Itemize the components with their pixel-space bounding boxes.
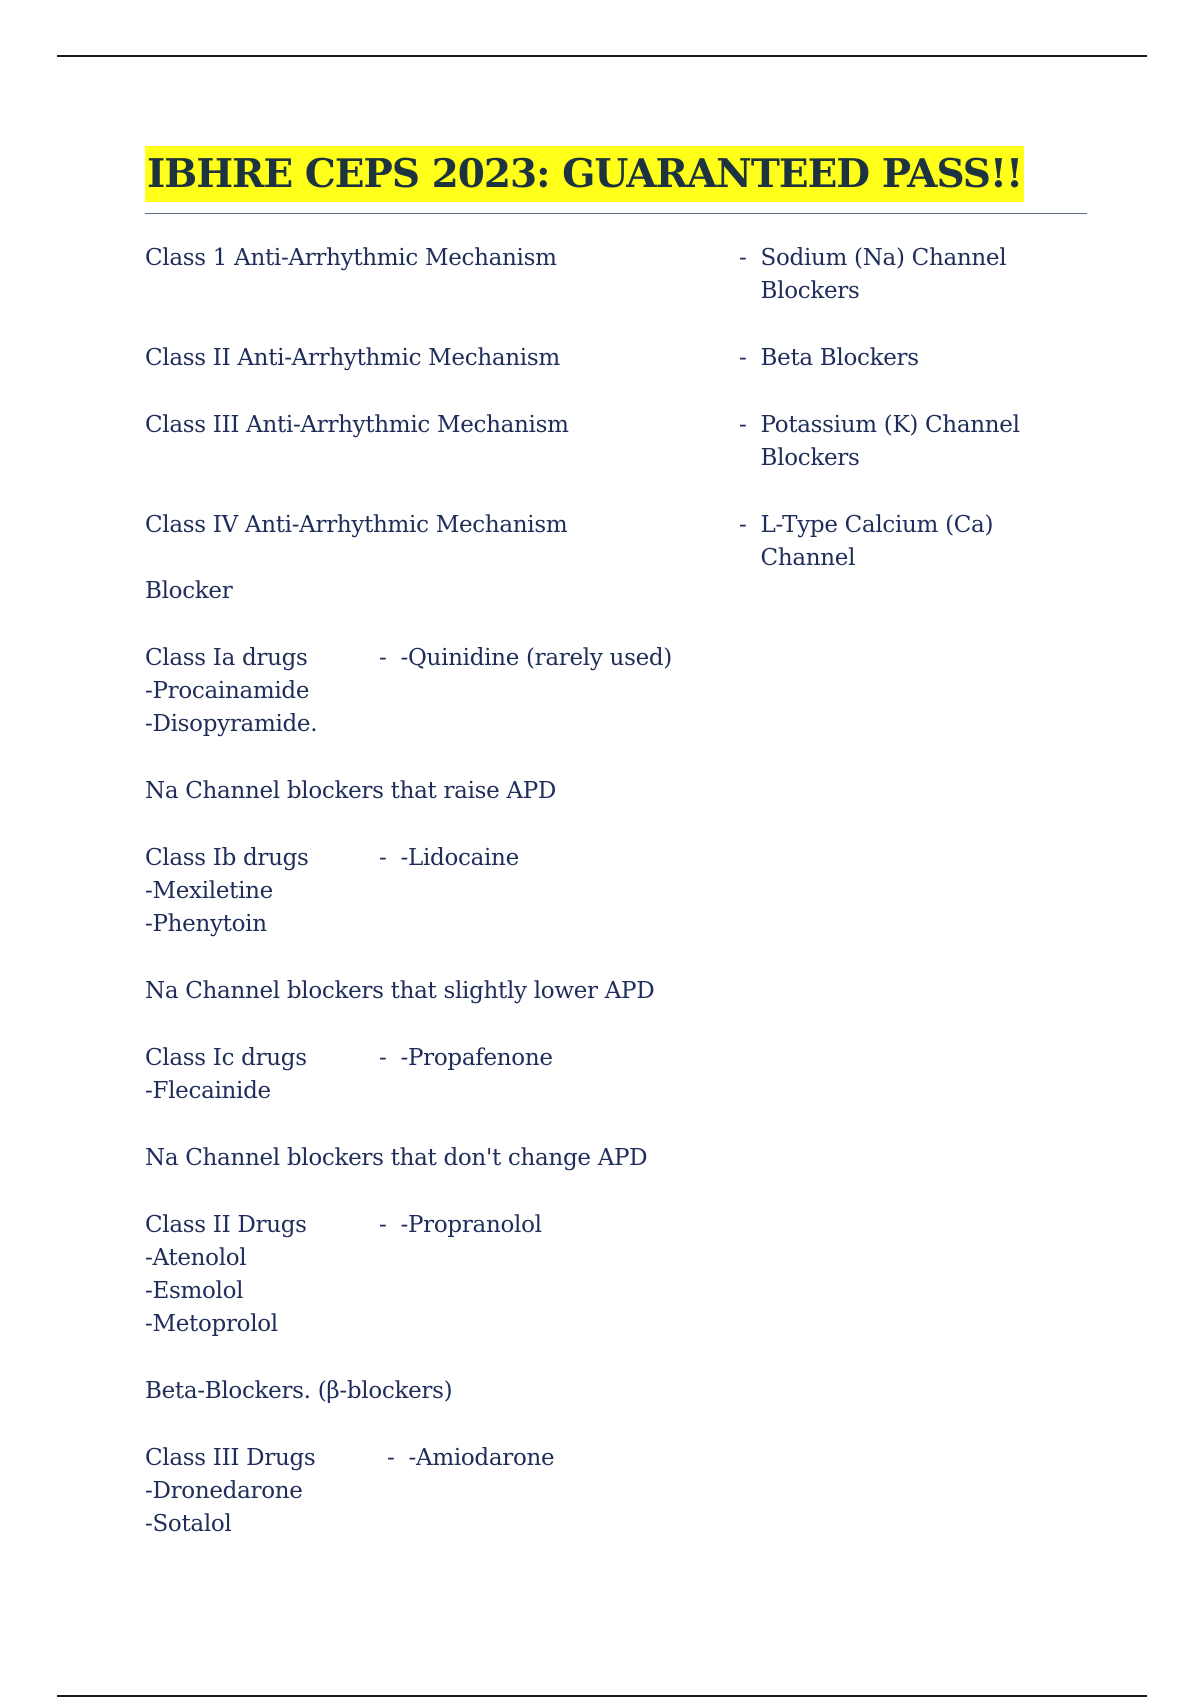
flashcard-entry: [145, 409, 1085, 475]
entry-main-line: [145, 509, 1085, 575]
entry-continuation-line: -Atenolol: [145, 1245, 247, 1271]
entry-continuation-line: -Flecainide: [145, 1078, 271, 1104]
flashcard-entry: [145, 642, 1085, 741]
entry-main-line: [145, 242, 1085, 308]
flashcard-entry: [145, 1142, 1085, 1175]
entry-term: Class II Anti-Arrhythmic Mechanism: [145, 345, 560, 371]
entry-definition: Beta Blockers: [760, 345, 919, 371]
entry-main-line: [145, 642, 1085, 675]
entry-term: Na Channel blockers that don't change APD: [145, 1145, 648, 1171]
entry-definition: L-Type Calcium (Ca) Channel: [760, 512, 994, 571]
entry-continuation-line: Blocker: [145, 578, 233, 604]
entry-term: Class 1 Anti-Arrhythmic Mechanism: [145, 245, 557, 271]
entry-definition: -Quinidine (rarely used): [400, 645, 672, 671]
entry-main-line: [145, 1142, 1085, 1175]
entry-main-line: [145, 409, 1085, 475]
entry-main-line: [145, 1375, 1085, 1408]
entry-term: Class Ib drugs: [145, 845, 309, 871]
entry-definition: -Amiodarone: [408, 1445, 555, 1471]
entry-separator: -: [365, 1212, 401, 1238]
flashcard-entry: [145, 775, 1085, 808]
entry-main-line: [145, 1042, 1085, 1075]
flashcard-entry: [145, 1442, 1085, 1541]
page-top-rule: [57, 55, 1147, 57]
entry-term: Class Ia drugs: [145, 645, 308, 671]
document-body: [145, 146, 1085, 1575]
entry-separator: -: [365, 1045, 401, 1071]
entry-separator: -: [725, 345, 761, 371]
page-title: IBHRE CEPS 2023: GUARANTEED PASS!!: [145, 146, 1024, 202]
entry-main-line: [145, 842, 1085, 875]
entry-separator: -: [725, 245, 761, 271]
flashcard-entry: [145, 342, 1085, 375]
entry-continuation-line: -Mexiletine: [145, 878, 273, 904]
entry-term: Na Channel blockers that slightly lower APD: [145, 978, 655, 1004]
entry-separator: -: [725, 512, 761, 538]
entry-continuation-line: -Phenytoin: [145, 911, 267, 937]
entry-continuation-line: -Sotalol: [145, 1511, 232, 1537]
entry-separator: -: [725, 412, 761, 438]
flashcard-entry: [145, 242, 1085, 308]
flashcard-entry: [145, 1042, 1085, 1108]
entry-term: Class IV Anti-Arrhythmic Mechanism: [145, 512, 568, 538]
entry-main-line: [145, 775, 1085, 808]
entry-separator: -: [365, 845, 401, 871]
flashcard-list: [145, 242, 1085, 1541]
flashcard-entry: [145, 842, 1085, 941]
entry-separator: -: [365, 645, 401, 671]
entry-continuation-line: -Disopyramide.: [145, 711, 318, 737]
entry-main-line: [145, 1209, 1085, 1242]
entry-main-line: [145, 975, 1085, 1008]
flashcard-entry: [145, 1375, 1085, 1408]
entry-term: Class III Drugs: [145, 1445, 316, 1471]
entry-definition: Potassium (K) Channel Blockers: [760, 412, 1020, 471]
entry-continuation-line: -Dronedarone: [145, 1478, 303, 1504]
entry-continuation-line: -Esmolol: [145, 1278, 244, 1304]
entry-term: Beta-Blockers. (β-blockers): [145, 1378, 453, 1404]
entry-separator: -: [373, 1445, 409, 1471]
flashcard-entry: [145, 1209, 1085, 1341]
entry-term: Class Ic drugs: [145, 1045, 307, 1071]
page-bottom-rule: [57, 1695, 1147, 1697]
entry-main-line: [145, 342, 1085, 375]
entry-definition: -Propafenone: [400, 1045, 553, 1071]
entry-continuation-line: -Procainamide: [145, 678, 310, 704]
title-block: [145, 146, 1087, 214]
entry-definition: -Lidocaine: [400, 845, 519, 871]
entry-term: Na Channel blockers that raise APD: [145, 778, 557, 804]
entry-continuation-line: -Metoprolol: [145, 1311, 278, 1337]
entry-definition: -Propranolol: [400, 1212, 542, 1238]
entry-definition: Sodium (Na) Channel Blockers: [760, 245, 1007, 304]
entry-term: Class III Anti-Arrhythmic Mechanism: [145, 412, 569, 438]
flashcard-entry: [145, 975, 1085, 1008]
entry-main-line: [145, 1442, 1085, 1475]
flashcard-entry: [145, 509, 1085, 608]
entry-term: Class II Drugs: [145, 1212, 307, 1238]
